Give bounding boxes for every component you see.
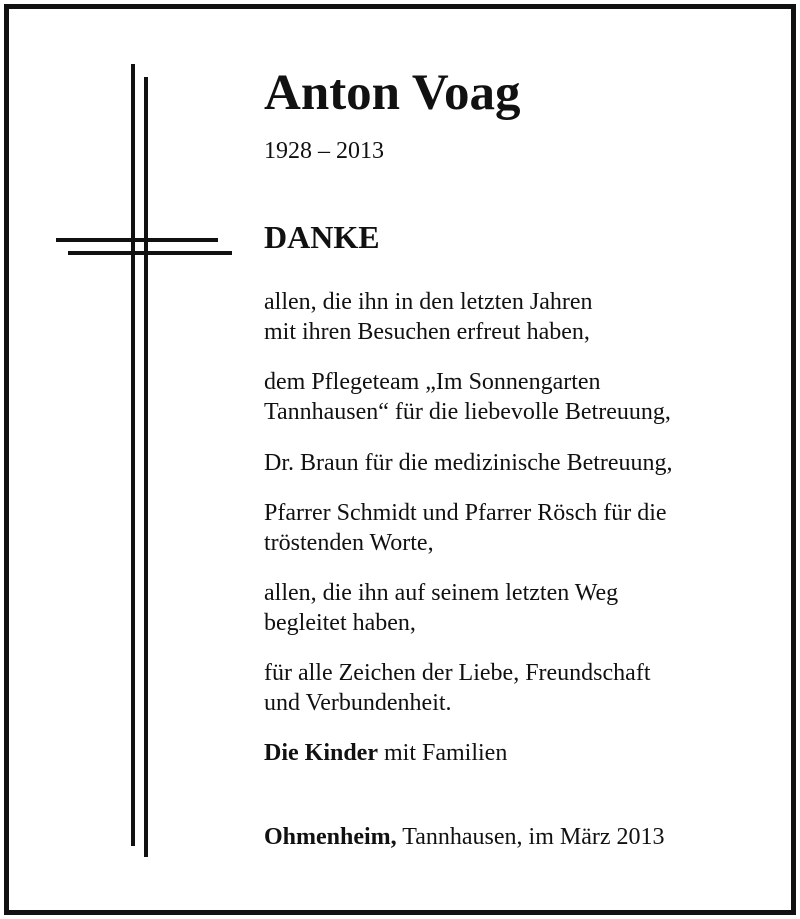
paragraph-line: tröstenden Worte, <box>264 530 434 556</box>
cross-horizontal-bar-2 <box>68 251 232 255</box>
life-years: 1928 – 2013 <box>264 138 384 164</box>
signature-names: Die Kinder <box>264 740 378 766</box>
paragraph-line: Tannhausen“ für die liebevolle Betreuung, <box>264 399 671 425</box>
paragraph-line: Dr. Braun für die medizinische Betreuung, <box>264 450 673 476</box>
signature <box>264 738 507 768</box>
paragraph-line: begleitet haben, <box>264 610 416 636</box>
cross-vertical-bar-1 <box>131 64 135 846</box>
place-rest: Tannhausen, im März 2013 <box>396 824 665 850</box>
paragraph-line: und Verbundenheit. <box>264 690 452 716</box>
thanks-paragraph <box>264 658 650 718</box>
cross-vertical-bar-2 <box>144 77 148 857</box>
signature-rest: mit Familien <box>378 740 508 766</box>
place-primary: Ohmenheim, <box>264 824 397 850</box>
paragraph-line: dem Pflegeteam „Im Sonnengarten <box>264 369 601 395</box>
thanks-paragraph <box>264 448 673 478</box>
paragraph-line: für alle Zeichen der Liebe, Freundschaft <box>264 660 651 686</box>
paragraph-line: Pfarrer Schmidt und Pfarrer Rösch für die <box>264 500 667 526</box>
thanks-heading: DANKE <box>264 219 380 255</box>
paragraph-line: allen, die ihn auf seinem letzten Weg <box>264 580 619 606</box>
place-and-date <box>264 822 665 852</box>
thanks-paragraph <box>264 287 593 347</box>
deceased-name: Anton Voag <box>264 65 521 121</box>
cross-horizontal-bar-1 <box>56 238 218 242</box>
paragraph-line: allen, die ihn in den letzten Jahren <box>264 289 593 315</box>
paragraph-line: mit ihren Besuchen erfreut haben, <box>264 319 590 345</box>
thanks-paragraph <box>264 498 667 558</box>
thanks-paragraph <box>264 367 671 427</box>
thanks-paragraph <box>264 578 618 638</box>
